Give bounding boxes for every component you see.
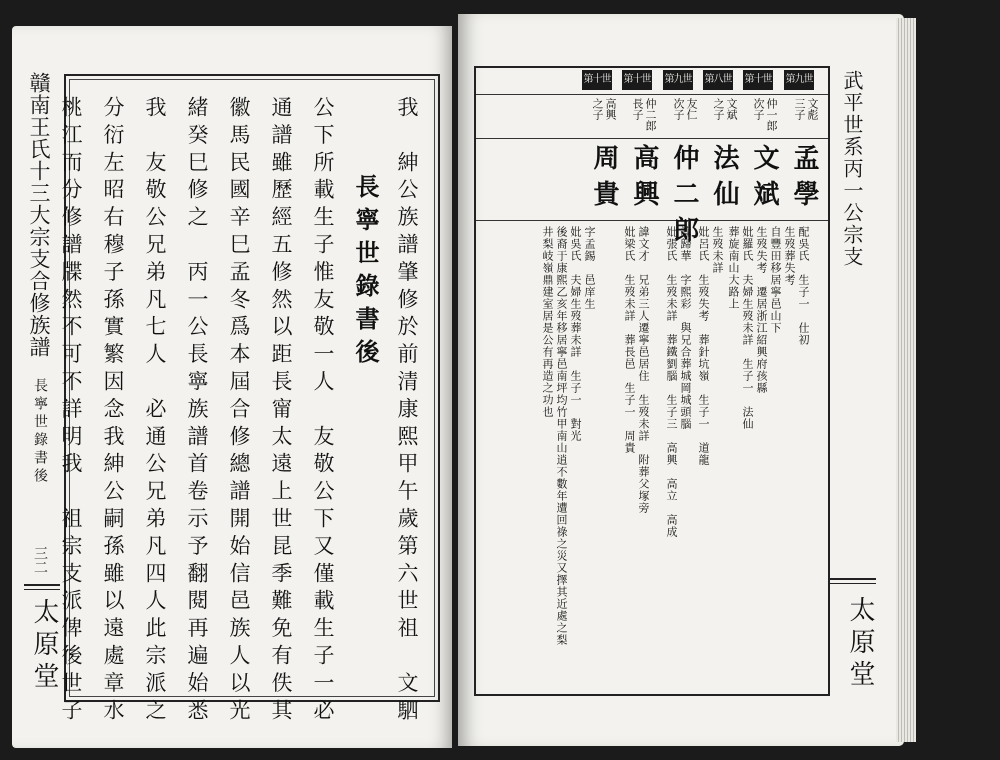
essay-line: 桃江而分修譜牒然不可不詳明我 祖宗支派俾後世子 [59,96,83,727]
page-edges [896,18,916,742]
essay-line: 徽馬民國辛巳孟冬爲本屆合修總譜開始信邑族人以光 [227,96,251,727]
bio-line: 妣梁氏 生歿未詳 葬長邑 生子一 周貴 [623,226,636,454]
bio-line: 諱文才 兄弟三人遷寧邑居住 生歿未詳 附葬父塚旁 [637,226,650,514]
table-rule [476,94,828,95]
generation-badge: 第九世 [784,70,814,90]
table-rule [476,220,828,221]
birth-order: 之子 [712,98,725,120]
person-bio [540,226,596,646]
birth-order: 長子 [631,98,644,120]
bio-line: 後裔于康熙乙亥年移居寧邑南坪均竹甲南山逍不數年遭回祿之災又擇其近處之梨 [555,226,568,646]
table-rule [476,138,828,139]
generation-badge: 第十世 [622,70,652,90]
section-label: 長寧世錄書後 [32,378,48,486]
generation-badge: 第九世 [663,70,693,90]
relation-label [785,98,819,134]
person-bio [622,226,650,514]
essay-line: 通譜雖歷經五修然以距長甯太遠上世昆季難免有佚其 [269,96,293,727]
person-bio [782,226,810,346]
lineage-title: 武平世系丙一公宗支 [840,70,864,268]
bio-line: 生歿未詳 [711,226,724,274]
book-title: 贛南王氏十三大宗支合修族譜 [27,72,51,358]
relation-label [744,98,778,134]
person-name: 文斌 [749,144,779,216]
birth-order: 次子 [752,98,765,120]
father-name: 文斌 [725,98,738,120]
birth-order: 三子 [793,98,806,120]
generation-badge: 第八世 [703,70,733,90]
bio-line: 字孟錫 邑庠生 [583,226,596,310]
bio-line: 生歿失考 遷居浙江紹興府孩縣 [755,226,768,394]
bio-line: 諱歸華 字熙彩 與兄合葬城岡城頭腦 [679,226,692,430]
generation-badge: 第十世 [582,70,612,90]
person-name: 法仙 [709,144,739,216]
person-bio [726,226,782,430]
person-bio [696,226,724,466]
bio-line: 配吳氏 生子一 仕初 [797,226,810,346]
essay-line: 分衍左昭右穆子孫實繁因念我紳公嗣孫雖以遠處章水 [101,96,125,727]
bio-line: 葬旋南山大路上 [727,226,740,310]
essay-line: 公下所載生子惟友敬一人 友敬公下又僅載生子一必 [311,96,335,727]
essay-line: 我 紳公族譜肇修於前清康熙甲午歲第六世祖 文駟 [395,96,419,727]
person-bio [664,226,692,538]
relation-label [664,98,698,134]
hall-name: 太原堂 [29,598,59,694]
bio-line: 生歿葬失考 [783,226,796,286]
person-name: 仲二郎 [669,144,699,252]
essay-line: 緒癸巳修之 丙一公長寧族譜首卷示予翻閱再遍始悉 [185,96,209,727]
father-name: 文彪 [806,98,819,120]
bio-line: 妣呂氏 生歿失考 葬針坑嶺 生子一 道龍 [697,226,710,466]
person-name: 高興 [629,144,659,216]
birth-order: 之子 [591,98,604,120]
birth-order: 次子 [672,98,685,120]
essay-heading: 長寧世錄書後 [351,174,380,372]
person-name: 孟學 [789,144,819,216]
hall-rule [830,578,876,584]
father-name: 仲二郎 [644,98,657,131]
essay-body [59,96,428,727]
relation-label [704,98,738,134]
relation-label [623,98,657,134]
father-name: 友仁 [685,98,698,120]
essay-line: 我 友敬公兄弟凡七人 必通公兄弟凡四人此宗派之 [143,96,167,727]
bio-line: 井梨岐嶺鼎建室居是公有再造之功也 [541,226,554,418]
father-name: 高興 [604,98,617,120]
generation-badge: 第十世 [743,70,773,90]
bio-line: 妣吳氏 夫婦生歿葬未詳 生子一 對光 [569,226,582,442]
bio-line: 自豐田移居寧邑山下 [769,226,782,334]
person-name: 周貴 [589,144,619,216]
page-number: 三二 [32,546,48,574]
bio-line: 妣羅氏 夫婦生歿未詳 生子一 法仙 [741,226,754,430]
father-name: 仲一郎 [765,98,778,131]
hall-name: 太原堂 [845,596,875,692]
relation-label [583,98,617,134]
bio-line: 妣張氏 生歿未詳 葬鐵劉腦 生子三 高興 高立 高成 [665,226,678,538]
